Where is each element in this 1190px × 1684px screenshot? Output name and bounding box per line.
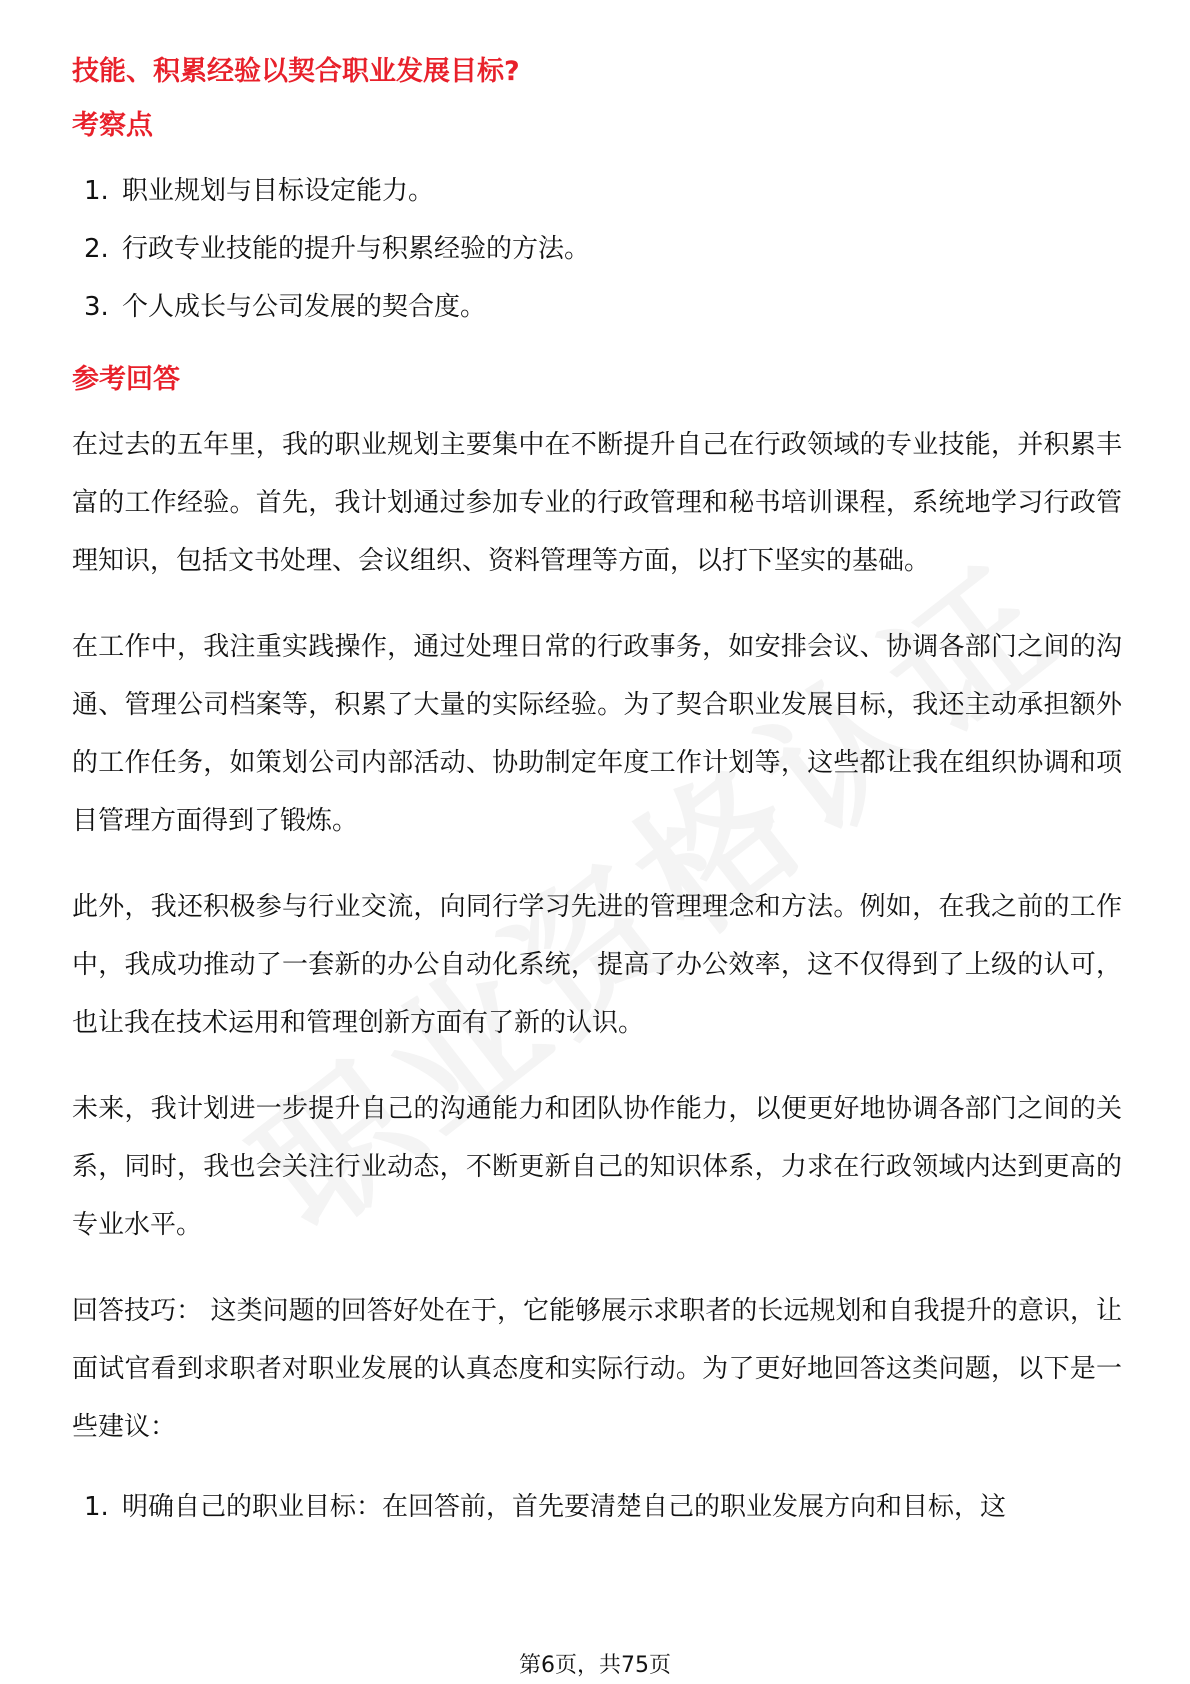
examine-heading: 考察点 — [72, 110, 153, 141]
answer-paragraph: 在过去的五年里，我的职业规划主要集中在不断提升自己在行政领域的专业技能，并积累丰富的工作经验。首先，我计划通过参加专业的行政管理和秘书培训课程，系统地学习行政管理知识，包括文书处理、会议组织、资料管理等方面，以打下坚实的基础。 — [72, 430, 1122, 576]
page-content — [72, 50, 1122, 1536]
answer-paragraph: 未来，我计划进一步提升自己的沟通能力和团队协作能力，以便更好地协调各部门之间的关系，同时，我也会关注行业动态，不断更新自己的知识体系，力求在行政领域内达到更高的专业水平。 — [72, 1094, 1122, 1240]
answer-heading: 参考回答 — [72, 364, 180, 395]
examine-points-list — [72, 162, 1122, 336]
list-item-number: 2. — [84, 234, 109, 264]
answer-paragraph: 此外，我还积极参与行业交流，向同行学习先进的管理理念和方法。例如，在我之前的工作中，我成功推动了一套新的办公自动化系统，提高了办公效率，这不仅得到了上级的认可，也让我在技术运用和管理创新方面有了新的认识。 — [72, 892, 1122, 1038]
list-item-number: 1. — [84, 176, 109, 206]
page-number-footer: 第6页，共75页 — [519, 1653, 671, 1678]
list-item-text: 行政专业技能的提升与积累经验的方法。 — [122, 234, 591, 264]
list-item-text: 明确自己的职业目标：在回答前，首先要清楚自己的职业发展方向和目标，这 — [122, 1492, 1007, 1522]
answer-paragraph: 在工作中，我注重实践操作，通过处理日常的行政事务，如安排会议、协调各部门之间的沟通、管理公司档案等，积累了大量的实际经验。为了契合职业发展目标，我还主动承担额外的工作任务，如策划公司内部活动、协助制定年度工作计划等，这些都让我在组织协调和项目管理方面得到了锻炼。 — [72, 632, 1122, 836]
tips-intro-paragraph: 回答技巧： 这类问题的回答好处在于，它能够展示求职者的长远规划和自我提升的意识，让面试官看到求职者对职业发展的认真态度和实际行动。为了更好地回答这类问题，以下是一些建议： — [72, 1296, 1122, 1442]
list-item-text: 个人成长与公司发展的契合度。 — [122, 292, 487, 322]
list-item — [72, 1478, 1122, 1536]
list-item — [72, 220, 1122, 278]
list-item — [72, 278, 1122, 336]
list-item-text: 职业规划与目标设定能力。 — [122, 176, 435, 206]
list-item-number: 3. — [84, 292, 109, 322]
list-item — [72, 162, 1122, 220]
tips-list — [72, 1478, 1122, 1536]
question-heading: 技能、积累经验以契合职业发展目标? — [72, 56, 520, 87]
list-item-number: 1. — [84, 1492, 109, 1522]
